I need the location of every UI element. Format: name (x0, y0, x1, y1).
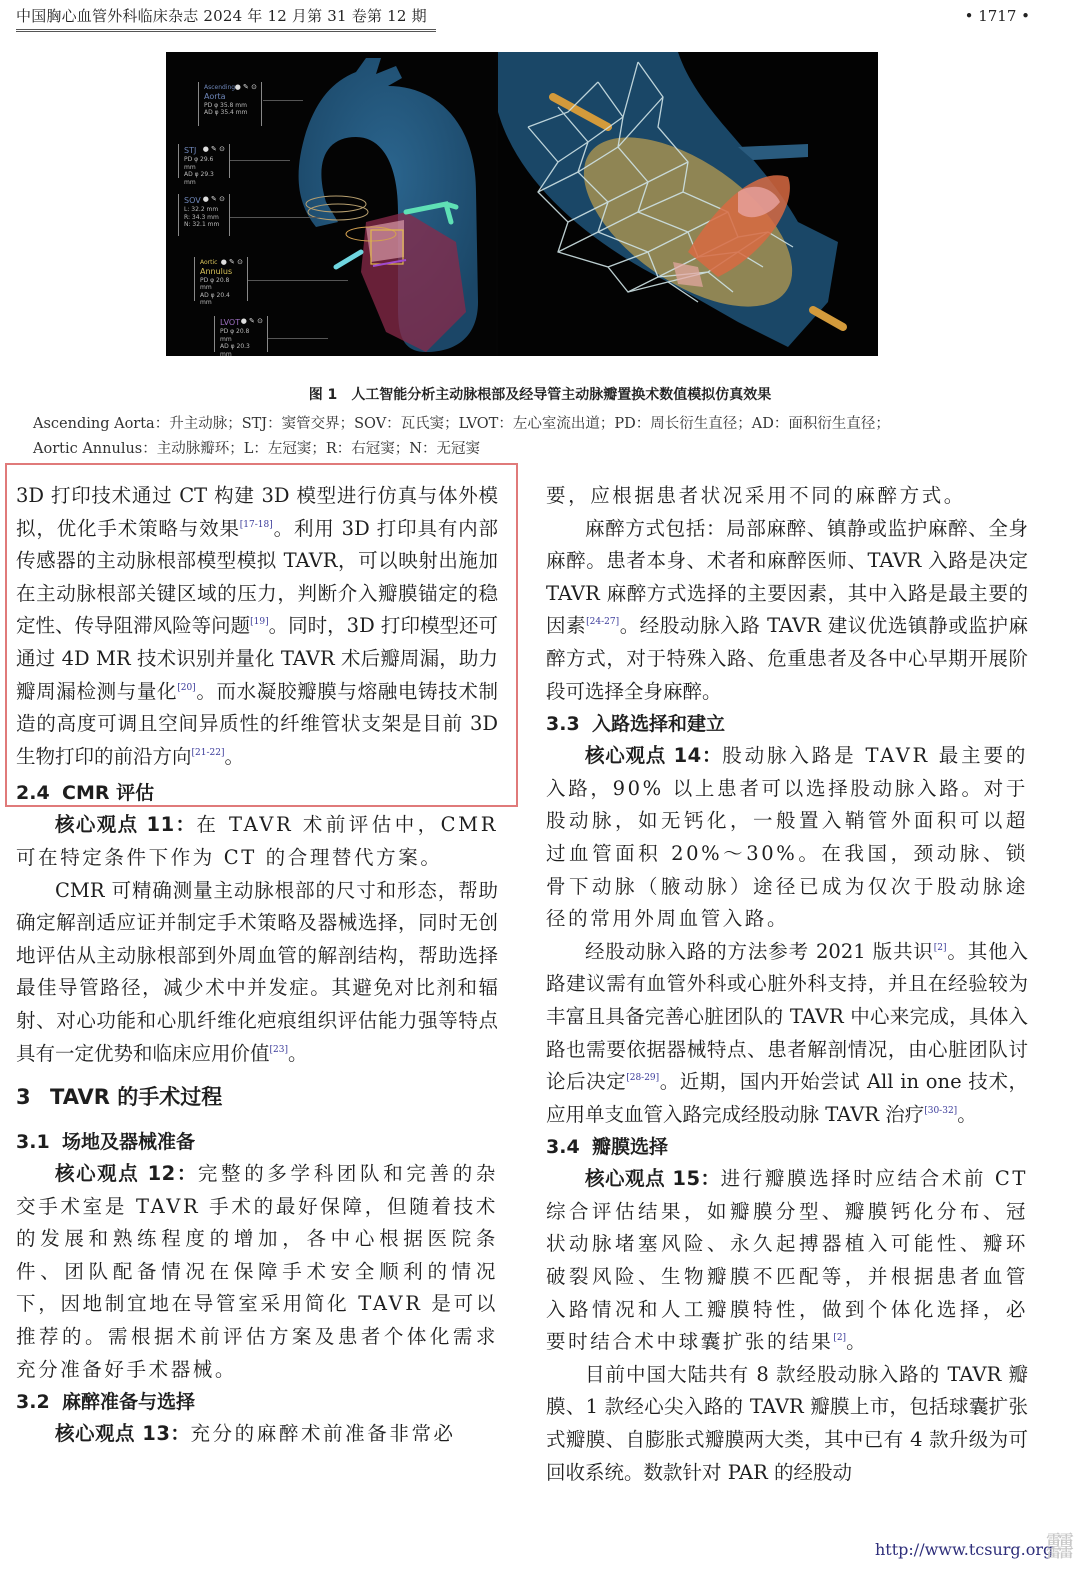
section-title: CMR 评估 (62, 782, 155, 805)
label-lvot (214, 316, 268, 356)
text: 。而水凝胶瓣膜与熔融电铸技术制造的高度可调且空间异质性的纤维管状支架是目前 3D 生物打印的前沿方向 (16, 679, 498, 768)
section-number: 3 (16, 1085, 31, 1110)
citation-link[interactable]: [28-29] (626, 1073, 660, 1084)
journal-logo-icon: 䨻 (1046, 1530, 1075, 1563)
citation-link[interactable]: [23] (269, 1044, 288, 1055)
paragraph-valves: 目前中国大陆共有 8 款经股动脉入路的 TAVR 瓣膜、1 款经心尖入路的 TAVR 瓣膜上市，包括球囊扩张式瓣膜、自膨胀式瓣膜两大类，其中已有 4 款升级为可回收系统。数款针对 PAR 的经股动 (546, 1362, 1028, 1484)
running-head-journal: 中国胸心血管外科临床杂志 2024 年 12 月第 31 卷第 12 期 (16, 4, 436, 32)
label-line: PD φ 29.6 mm (184, 156, 214, 171)
section-number: 3.2 (16, 1391, 50, 1414)
leader-line (268, 338, 328, 339)
paragraph-anesthesia (546, 513, 1028, 709)
section-title: 瓣膜选择 (592, 1136, 669, 1159)
key-point-text: 完整的多学科团队和完善的杂交手术室是 TAVR 手术的最好保障，但随着技术的发展和熟练程度的增加，各中心根据医院条件、团队配备情况在保障手术安全顺利的情况下，因地制宜地在导管室采用简化 TAVR 是可以推荐的。需根据术前评估方案及患者个体化需求充分准备好手术器械。 (16, 1162, 498, 1381)
eye-edit-target-icons: ● ✎ ⊙ (220, 258, 243, 266)
valve-stent-render (498, 52, 878, 356)
journal-website-link[interactable]: http://www.tcsurg.org (875, 1540, 1054, 1559)
paragraph-cmr (16, 875, 498, 1071)
label-line: PD φ 35.8 mm (204, 101, 247, 109)
section-heading-2-4 (16, 777, 498, 809)
text: 。经股动脉入路 TAVR 建议优选镇静或监护麻醉方式，对于特殊入路、危重患者及各中心早期开展阶段可选择全身麻醉。 (546, 614, 1028, 703)
citation-link[interactable]: [21-22] (191, 747, 225, 758)
key-point-15 (546, 1163, 1028, 1359)
section-title: 麻醉准备与选择 (62, 1391, 196, 1414)
label-title: STJ (184, 146, 197, 155)
section-heading-3-1 (16, 1126, 498, 1158)
label-sov (178, 194, 230, 236)
text: 3D 打印技术通过 CT 构建 3D 模型进行仿真与体外模拟，优化手术策略与效果 (16, 484, 498, 540)
key-point-12 (16, 1158, 498, 1386)
figure-title: 人工智能分析主动脉根部及经导管主动脉瓣置换术数值模拟仿真效果 (351, 387, 772, 403)
section-heading-3 (16, 1080, 498, 1114)
label-title: SOV (184, 196, 201, 205)
citation-link[interactable]: [30-32] (924, 1105, 958, 1116)
text: 。利用 3D 打印具有内部传感器的主动脉根部模型模拟 TAVR，可以映射出施加在主动脉根部关键区域的压力，判断介入瓣膜锚定的稳定性、传导阻滞风险等问题 (16, 516, 498, 638)
leader-line (248, 280, 348, 281)
label-line: N: 32.1 mm (184, 221, 220, 228)
text: 。 (224, 744, 244, 768)
citation-link[interactable]: [19] (250, 617, 269, 628)
citation-link[interactable]: [20] (177, 682, 196, 693)
citation-link[interactable]: [17-18] (239, 519, 273, 530)
eye-edit-target-icons: ● ✎ ⊙ (202, 195, 225, 203)
text: 。其他入路建议需有血管外科或心脏外科支持，并且在经验较为丰富且具备完善心脏团队的 TAVR 中心来完成，具体入路也需要依据器械特点、患者解剖情况，由心脏团队讨论后决定 (546, 939, 1028, 1094)
label-title: Annulus (200, 266, 233, 276)
figure-number: 图 1 (308, 387, 338, 403)
text: 麻醉方式包括：局部麻醉、镇静或监护麻醉、全身麻醉。患者本身、术者和麻醉医师、TAVR 入路是决定 TAVR 麻醉方式选择的主要因素，其中入路是最主要的因素 (546, 516, 1028, 638)
figure-aorta-panel (166, 52, 496, 356)
text: 。 (846, 1330, 869, 1354)
section-title: 入路选择和建立 (592, 713, 726, 736)
citation-link[interactable]: [2] (933, 942, 947, 953)
text: CMR 可精确测量主动脉根部的尺寸和形态，帮助确定解剖适应证并制定手术策略及器械选择，同时无创地评估从主动脉根部到外周血管的解剖结构，帮助选择最佳导管路径，减少术中并发症。其避免对比剂和辐射、对心功能和心肌纤维化疤痕组织评估能力强等特点具有一定优势和临床应用价值 (16, 878, 498, 1065)
key-point-text: 在 TAVR 术前评估中，CMR 可在特定条件下作为 CT 的合理替代方案。 (16, 813, 498, 869)
key-point-text: 充分的麻醉术前准备非常必 (190, 1422, 456, 1446)
right-column (546, 480, 1028, 1489)
eye-edit-target-icons: ● ✎ ⊙ (234, 83, 257, 91)
label-line: L: 32.2 mm (184, 206, 219, 213)
section-number: 3.4 (546, 1136, 580, 1159)
label-title: LVOT (220, 318, 241, 327)
key-point-text: 进行瓣膜选择时应结合术前 CT 综合评估结果，如瓣膜分型、瓣膜钙化分布、冠状动脉堵塞风险、永久起搏器植入可能性、瓣环破裂风险、生物瓣膜不匹配等，并根据患者血管入路情况和人工瓣膜特性，做到个体化选择，必要时结合术中球囊扩张的结果 (546, 1167, 1028, 1354)
figure-1 (166, 52, 878, 356)
label-line: R: 34.3 mm (184, 213, 219, 221)
legend-line: Aortic Annulus：主动脉瓣环；L：左冠窦；R：右冠窦；N：无冠窦 (33, 441, 480, 457)
text: 。 (288, 1041, 308, 1065)
leader-line (263, 100, 303, 101)
section-title: TAVR 的手术过程 (50, 1085, 223, 1110)
paragraph-access (546, 936, 1028, 1132)
label-line: PD φ 20.8 mm (220, 328, 250, 343)
section-heading-3-2 (16, 1386, 498, 1418)
label-title: Aorta (204, 91, 226, 101)
label-line: AD φ 29.3 mm (184, 171, 214, 186)
page-number: • 1717 • (964, 7, 1030, 25)
legend-line: Ascending Aorta：升主动脉；STJ：窦管交界；SOV：瓦氏窦；LVOT：左心室流出道；PD：周长衍生直径；AD：面积衍生直径； (33, 416, 890, 432)
section-heading-3-3 (546, 708, 1028, 740)
eye-edit-target-icons: ● ✎ ⊙ (240, 317, 263, 325)
key-point-label: 核心观点 11： (55, 813, 197, 837)
section-number: 2.4 (16, 782, 50, 805)
key-point-label: 核心观点 13： (55, 1422, 191, 1446)
paragraph-3d-printing (16, 480, 498, 773)
label-title-small: Aortic (200, 259, 218, 266)
section-title: 场地及器械准备 (62, 1131, 196, 1154)
leader-line (230, 160, 290, 161)
label-line: AD φ 20.3 mm (220, 343, 250, 356)
label-stj (178, 144, 230, 186)
figure-tavr-simulation-panel (498, 52, 878, 356)
label-line: AD φ 35.4 mm (204, 109, 248, 116)
key-point-label: 核心观点 14： (585, 744, 723, 768)
leader-line (230, 217, 320, 218)
text: 经股动脉入路的方法参考 2021 版共识 (585, 939, 934, 963)
key-point-13-continued: 要，应根据患者状况采用不同的麻醉方式。 (546, 484, 966, 507)
label-line: AD φ 20.4 mm (200, 291, 230, 306)
section-number: 3.1 (16, 1131, 50, 1154)
key-point-11 (16, 809, 498, 874)
citation-link[interactable]: [24-27] (586, 617, 620, 628)
key-point-text: 股动脉入路是 TAVR 最主要的入路，90% 以上患者可以选择股动脉入路。对于股动脉，如无钙化，一般置入鞘管外面积可以超过血管面积 20%～30%。在我国，颈动脉、锁骨下动脉（腋动脉）途径已成为仅次于股动脉途径的常用外周血管入路。 (546, 744, 1028, 931)
text: 。 (957, 1102, 977, 1126)
section-heading-3-4 (546, 1131, 1028, 1163)
left-column (16, 480, 498, 1451)
label-ascending-aorta (198, 82, 262, 126)
label-aortic-annulus (194, 257, 248, 306)
key-point-13 (16, 1418, 498, 1451)
key-point-label: 核心观点 12： (55, 1162, 198, 1186)
figure-caption (0, 384, 1080, 406)
text: 。同时，3D 打印模型还可通过 4D MR 技术识别并量化 TAVR 术后瓣周漏，助力瓣周漏检测与量化 (16, 614, 498, 703)
figure-legend (33, 412, 1043, 462)
label-title-small: Ascending (204, 84, 236, 91)
eye-edit-target-icons: ● ✎ ⊙ (202, 145, 225, 153)
key-point-14 (546, 740, 1028, 936)
key-point-label: 核心观点 15： (585, 1167, 721, 1191)
label-line: PD φ 20.8 mm (200, 276, 230, 291)
text: 。近期，国内开始尝试 All in one 技术，应用单支血管入路完成经股动脉 TAVR 治疗 (546, 1070, 1028, 1126)
section-number: 3.3 (546, 713, 580, 736)
citation-link[interactable]: [2] (833, 1333, 847, 1344)
